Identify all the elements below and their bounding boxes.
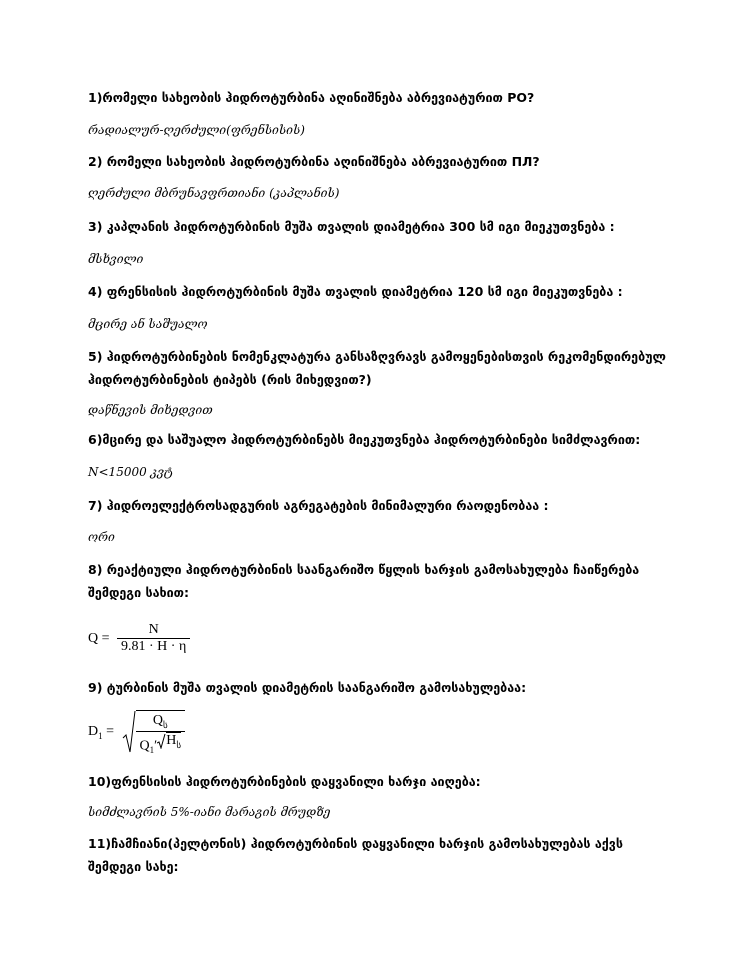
- answer-4: მცირე ან საშუალო: [88, 317, 208, 331]
- answer-5: დაწნევის მიხედვით: [88, 403, 213, 417]
- radical-sign-icon: [157, 733, 166, 749]
- question-8: 8) რეაქტიული ჰიდროტურბინის საანგარიშო წყლის ხარჯის გამოსახულება ჩაიწერება შემდეგი სახით:: [88, 562, 640, 600]
- question-1: 1)რომელი სახეობის ჰიდროტურბინა აღინიშნება აბრევიატურით РО?: [88, 90, 535, 105]
- question-3: 3) კაპლანის ჰიდროტურბინის მუშა თვალის დიამეტრია 300 სმ იგი მიეკუთვნება :: [88, 219, 615, 234]
- sqrt-fraction: $Q_ს$ $Q_1'$ $H_ს$: [136, 710, 186, 755]
- formula-denominator: 9.81 · H · η: [121, 639, 187, 654]
- formula-numerator: N: [148, 622, 159, 637]
- diameter-formula: [88, 710, 185, 755]
- question-6: 6)მცირე და საშუალო ჰიდროტურბინებს მიეკუთვნება ჰიდროტურბინები სიმძლავრით:: [88, 432, 641, 447]
- answer-3: მსხვილი: [88, 252, 144, 266]
- answer-2: ღერძული მბრუნავფრთიანი (კაპლანის): [88, 186, 340, 200]
- question-2: 2) რომელი სახეობის ჰიდროტურბინა აღინიშნება აბრევიატურით ПЛ?: [88, 154, 540, 169]
- formula-fraction: [117, 622, 190, 655]
- question-7: 7) ჰიდროელექტროსადგურის აგრეგატების მინიმალური რაოდენობაა :: [88, 498, 549, 513]
- answer-6: N<15000 კვტ: [88, 465, 174, 479]
- formula-lhs: $D_1$ =: [88, 724, 115, 741]
- question-5: 5) ჰიდროტურბინების ნომენკლატურა განსაზღვრავს გამოყენებისთვის რეკომენდირებულ ჰიდროტურბინების ტიპებს (რის მიხედვით?): [88, 349, 666, 387]
- question-9: 9) ტურბინის მუშა თვალის დიამეტრის საანგარიშო გამოსახულებაა:: [88, 680, 527, 695]
- answer-1: რადიალურ-ღერძული(ფრენსისის): [88, 123, 305, 137]
- answer-10: სიმძლავრის 5%-იანი მარაგის მრუდზე: [88, 805, 331, 819]
- answer-7: ორი: [88, 530, 115, 544]
- inner-sqrt: $H_ს$: [157, 732, 181, 751]
- sqrt-expression: [122, 710, 186, 755]
- radical-sign-icon: [122, 710, 136, 754]
- question-11: 11)ჩამჩიანი(პელტონის) ჰიდროტურბინის დაყვანილი ხარჯის გამოსახულებას აქვს შემდეგი სახე:: [88, 836, 623, 874]
- flow-rate-formula: [88, 622, 190, 655]
- question-4: 4) ფრენსისის ჰიდროტურბინის მუშა თვალის დიამეტრია 120 სმ იგი მიეკუთვნება :: [88, 284, 623, 299]
- formula-lhs: Q =: [88, 630, 110, 646]
- question-10: 10)ფრენსისის ჰიდროტურბინების დაყვანილი ხარჯი აიღება:: [88, 774, 481, 789]
